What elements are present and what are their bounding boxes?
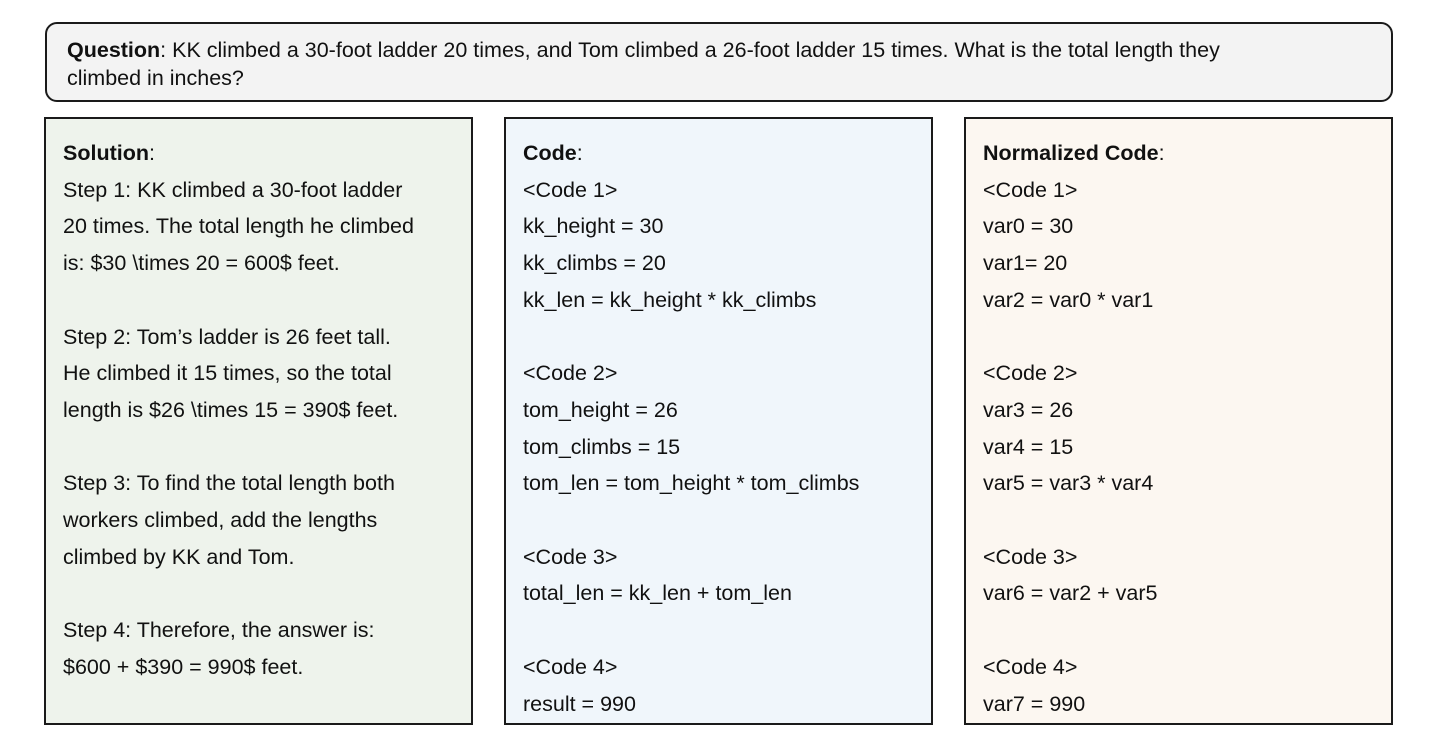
- blank-line: [63, 575, 471, 612]
- blank-line: [983, 502, 1391, 539]
- code-line: kk_climbs = 20: [523, 251, 666, 276]
- code-line: result = 990: [523, 691, 636, 716]
- blank-line: [983, 319, 1391, 356]
- blank-line: [523, 502, 931, 539]
- normalized-code-line: <Code 4>: [983, 654, 1078, 679]
- normalized-code-line: <Code 1>: [983, 177, 1078, 202]
- solution-label: Solution: [63, 141, 149, 165]
- solution-line: Step 2: Tom’s ladder is 26 feet tall.: [63, 324, 391, 349]
- solution-line: length is $26 \times 15 = 390$ feet.: [63, 397, 399, 422]
- solution-line: Step 3: To find the total length both: [63, 471, 395, 496]
- solution-line: 20 times. The total length he climbed: [63, 214, 414, 239]
- normalized-code-line: <Code 3>: [983, 544, 1078, 569]
- code-heading: [523, 135, 931, 172]
- solution-panel: [44, 117, 473, 725]
- normalized-code-line: var3 = 26: [983, 397, 1074, 422]
- code-line: tom_climbs = 15: [523, 434, 681, 459]
- blank-line: [63, 429, 471, 466]
- solution-line: is: $30 \times 20 = 600$ feet.: [63, 251, 340, 276]
- code-line: <Code 1>: [523, 177, 618, 202]
- question-colon: :: [160, 38, 167, 62]
- question-label: Question: [67, 38, 161, 62]
- code-line: kk_len = kk_height * kk_climbs: [523, 287, 817, 312]
- normalized-code-line: var2 = var0 * var1: [983, 287, 1154, 312]
- normalized-code-colon: :: [1158, 141, 1165, 165]
- solution-line: He climbed it 15 times, so the total: [63, 361, 392, 386]
- code-lines: [523, 172, 931, 723]
- normalized-code-panel: [964, 117, 1393, 725]
- normalized-code-line: <Code 2>: [983, 361, 1078, 386]
- solution-line: workers climbed, add the lengths: [63, 508, 378, 532]
- blank-line: [523, 612, 931, 649]
- question-box: [45, 22, 1393, 102]
- code-colon: :: [576, 141, 583, 165]
- code-line: <Code 3>: [523, 544, 618, 569]
- normalized-code-line: var0 = 30: [983, 214, 1074, 239]
- solution-lines: [63, 172, 471, 686]
- solution-line: $600 + $390 = 990$ feet.: [63, 654, 304, 679]
- question-text-line2: climbed in inches?: [67, 66, 244, 90]
- code-line: <Code 2>: [523, 361, 618, 386]
- solution-heading: [63, 135, 471, 172]
- blank-line: [63, 282, 471, 319]
- normalized-code-line: var5 = var3 * var4: [983, 471, 1154, 496]
- normalized-code-line: var7 = 990: [983, 691, 1086, 716]
- blank-line: [983, 612, 1391, 649]
- code-panel: [504, 117, 933, 725]
- solution-colon: :: [148, 141, 155, 165]
- solution-line: Step 1: KK climbed a 30-foot ladder: [63, 177, 403, 202]
- normalized-code-line: var1= 20: [983, 251, 1068, 276]
- code-label: Code: [523, 141, 577, 165]
- code-line: <Code 4>: [523, 654, 618, 679]
- code-line: tom_len = tom_height * tom_climbs: [523, 471, 860, 496]
- blank-line: [523, 319, 931, 356]
- code-line: kk_height = 30: [523, 214, 664, 239]
- normalized-code-line: var4 = 15: [983, 434, 1074, 459]
- solution-line: climbed by KK and Tom.: [63, 544, 295, 569]
- normalized-code-heading: [983, 135, 1391, 172]
- normalized-code-lines: [983, 172, 1391, 723]
- question-text: KK climbed a 30-foot ladder 20 times, and Tom climbed a 26-foot ladder 15 times. What is the total length they: [166, 38, 1220, 62]
- code-line: total_len = kk_len + tom_len: [523, 581, 792, 606]
- normalized-code-line: var6 = var2 + var5: [983, 581, 1158, 606]
- normalized-code-label: Normalized Code: [983, 141, 1159, 165]
- solution-line: Step 4: Therefore, the answer is:: [63, 618, 375, 643]
- code-line: tom_height = 26: [523, 397, 678, 422]
